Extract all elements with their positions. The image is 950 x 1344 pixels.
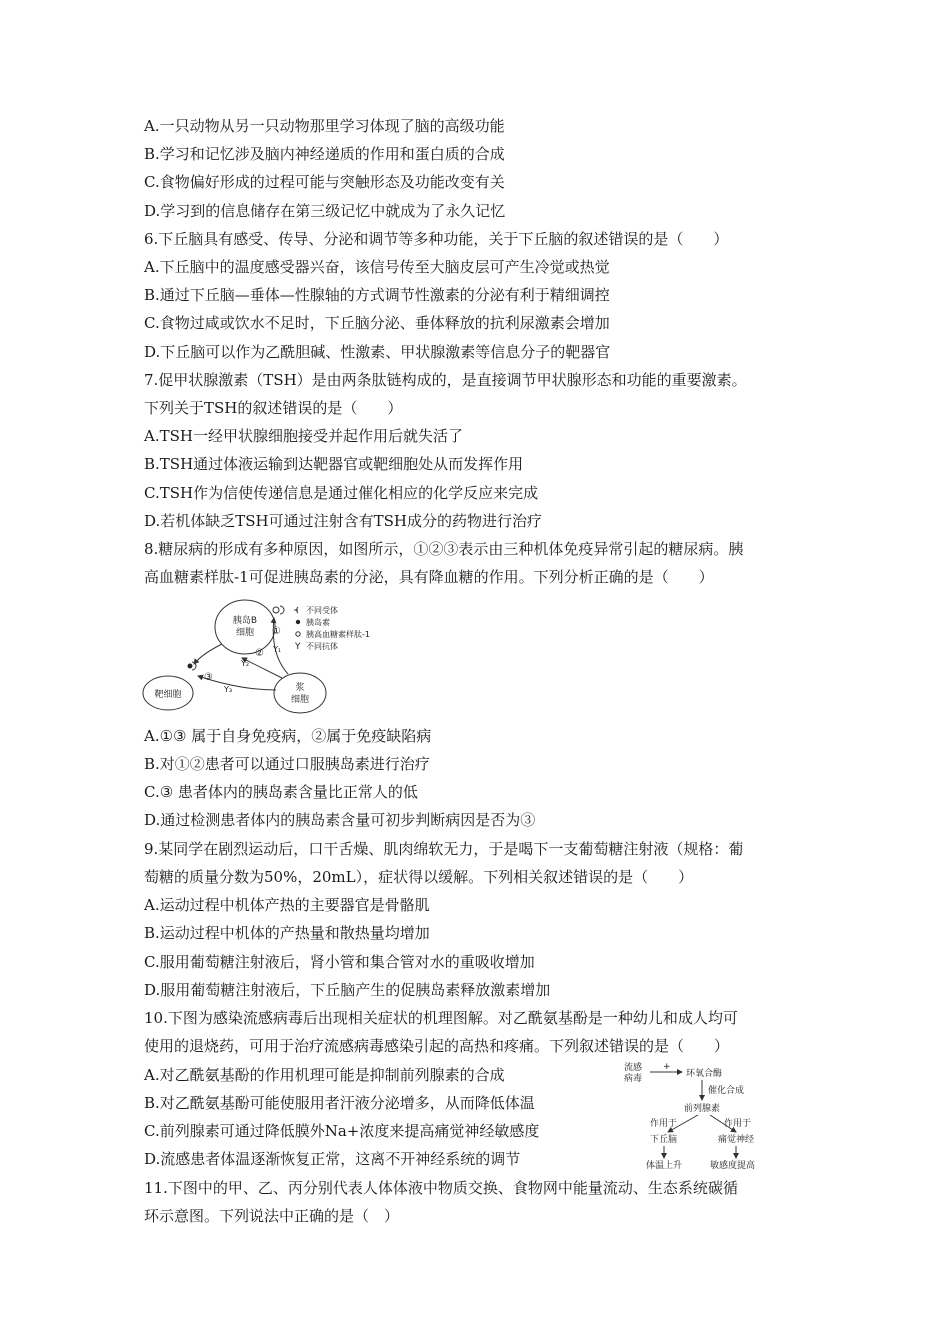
plus-sign: + — [663, 1062, 671, 1072]
antibody-y3: Y₃ — [224, 685, 233, 694]
q5-option-b: B.学习和记忆涉及脑内神经递质的作用和蛋白质的合成 — [144, 145, 505, 163]
plasma-cell — [274, 673, 326, 713]
q7-option-a: A.TSH一经甲状腺细胞接受并起作用后就失活了 — [144, 427, 463, 445]
q8-stem-line1: 8.糖尿病的形成有多种原因，如图所示，①②③表示由三种机体免疫异常引起的糖尿病。胰 — [144, 540, 744, 558]
islet-b-cell — [215, 600, 275, 654]
q8-option-d: D.通过检测患者体内的胰岛素含量可初步判断病因是否为③ — [144, 811, 536, 829]
q10-stem-line2: 使用的退烧药，可用于治疗流感病毒感染引起的高热和疼痛。下列叙述错误的是（ ） — [144, 1037, 730, 1055]
islet-cell-label-1: 胰岛B — [232, 616, 258, 626]
q6-option-a: A.下丘脑中的温度感受器兴奋，该信号传至大脑皮层可产生冷觉或热觉 — [144, 258, 610, 276]
prostaglandin: 前列腺素 — [684, 1104, 721, 1114]
q10-option-d: D.流感患者体温逐渐恢复正常，这离不开神经系统的调节 — [144, 1150, 521, 1168]
q8-stem-line2: 高血糖素样肽-1可促进胰岛素的分泌，具有降血糖的作用。下列分析正确的是（ ） — [144, 568, 714, 586]
q9-stem-line2: 萄糖的质量分数为50%，20mL），症状得以缓解。下列相关叙述错误的是（ ） — [144, 868, 694, 886]
q5-option-a: A.一只动物从另一只动物那里学习体现了脑的高级功能 — [144, 117, 505, 135]
q10-stem-line1: 10.下图为感染流感病毒后出现相关症状的机理图解。对乙酰氨基酚是一种幼儿和成人均可 — [144, 1009, 738, 1027]
q6-stem: 6.下丘脑具有感受、传导、分泌和调节等多种功能，关于下丘脑的叙述错误的是（ ） — [144, 230, 729, 248]
legend-receptor: 不同受体 — [306, 606, 338, 615]
islet-cell-label-2: 细胞 — [235, 628, 255, 638]
legend-antibody-symbol: Y — [295, 642, 301, 652]
q11-stem-line2: 环示意图。下列说法中正确的是（ ） — [144, 1207, 400, 1225]
q8-option-b: B.对①②患者可以通过口服胰岛素进行治疗 — [144, 755, 430, 773]
pain-nerve: 痛觉神经 — [718, 1135, 755, 1145]
q7-option-d: D.若机体缺乏TSH可通过注射含有TSH成分的药物进行治疗 — [144, 512, 542, 530]
act-on-1: 作用于 — [650, 1119, 678, 1129]
q8-option-a: A.①③ 属于自身免疫病，②属于免疫缺陷病 — [144, 727, 432, 745]
q7-option-b: B.TSH通过体液运输到达靶器官或靶细胞处从而发挥作用 — [144, 455, 524, 473]
q9-option-c: C.服用葡萄糖注射液后，肾小管和集合管对水的重吸收增加 — [144, 953, 535, 971]
target-cell-label: 靶细胞 — [154, 690, 182, 700]
q6-option-b: B.通过下丘脑—垂体—性腺轴的方式调节性激素的分泌有利于精细调控 — [144, 286, 610, 304]
label-3: ③ — [204, 672, 213, 683]
plasma-cell-label-1: 浆 — [295, 683, 305, 693]
q11-stem-line1: 11.下图中的甲、乙、丙分别代表人体体液中物质交换、食物网中能量流动、生态系统碳循 — [144, 1179, 738, 1197]
q8-option-c: C.③ 患者体内的胰岛素含量比正常人的低 — [144, 783, 418, 801]
q7-stem-line2: 下列关于TSH的叙述错误的是（ ） — [144, 399, 403, 417]
q7-stem-line1: 7.促甲状腺激素（TSH）是由两条肽链构成的，是直接调节甲状腺形态和功能的重要激素。 — [144, 371, 747, 389]
legend-glp: 胰高血糖素样肽-1 — [306, 630, 370, 639]
legend-antibody: 不同抗体 — [306, 642, 338, 651]
q10-option-a: A.对乙酰氨基酚的作用机理可能是抑制前列腺素的合成 — [144, 1066, 505, 1084]
diabetes-figure — [140, 594, 370, 716]
insulin-dot — [188, 664, 193, 669]
q6-option-d: D.下丘脑可以作为乙酰胆碱、性激素、甲状腺激素等信息分子的靶器官 — [144, 343, 611, 361]
q5-option-c: C.食物偏好形成的过程可能与突触形态及功能改变有关 — [144, 173, 505, 191]
plasma-cell-label-2: 细胞 — [290, 695, 310, 705]
q10-option-c: C.前列腺素可通过降低膜外Na+浓度来提高痛觉神经敏感度 — [144, 1122, 540, 1140]
antibody-y1: Y₁ — [273, 645, 282, 654]
cox-enzyme: 环氧合酶 — [686, 1069, 723, 1079]
q9-option-b: B.运动过程中机体的产热量和散热量均增加 — [144, 924, 430, 942]
label-1: ① — [272, 626, 281, 637]
q10-option-b: B.对乙酰氨基酚可能使服用者汗液分泌增多，从而降低体温 — [144, 1094, 535, 1112]
q5-option-d: D.学习到的信息储存在第三级记忆中就成为了永久记忆 — [144, 202, 506, 220]
temp-rise: 体温上升 — [646, 1161, 683, 1171]
receptor-glp-mark — [273, 607, 279, 613]
legend-insulin: 胰岛素 — [306, 618, 330, 627]
antibody-y2: Y₂ — [241, 659, 250, 668]
catalyze-label: 催化合成 — [708, 1086, 745, 1096]
hypothalamus: 下丘脑 — [650, 1135, 678, 1145]
q9-stem-line1: 9.某同学在剧烈运动后，口干舌燥、肌肉绵软无力，于是喝下一支葡萄糖注射液（规格：葡 — [144, 840, 744, 858]
q9-option-d: D.服用葡萄糖注射液后，下丘脑产生的促胰岛素释放激素增加 — [144, 981, 551, 999]
label-2: ② — [255, 648, 264, 659]
influenza-mechanism-figure — [620, 1060, 790, 1172]
q7-option-c: C.TSH作为信使传递信息是通过催化相应的化学反应来完成 — [144, 484, 539, 502]
act-on-2: 作用于 — [724, 1119, 752, 1129]
virus-label-2: 病毒 — [624, 1074, 643, 1084]
virus-label-1: 流感 — [624, 1063, 643, 1073]
q6-option-c: C.食物过咸或饮水不足时，下丘脑分泌、垂体释放的抗利尿激素会增加 — [144, 314, 610, 332]
q9-option-a: A.运动过程中机体产热的主要器官是骨骼肌 — [144, 896, 430, 914]
sensitivity-rise: 敏感度提高 — [710, 1161, 756, 1171]
